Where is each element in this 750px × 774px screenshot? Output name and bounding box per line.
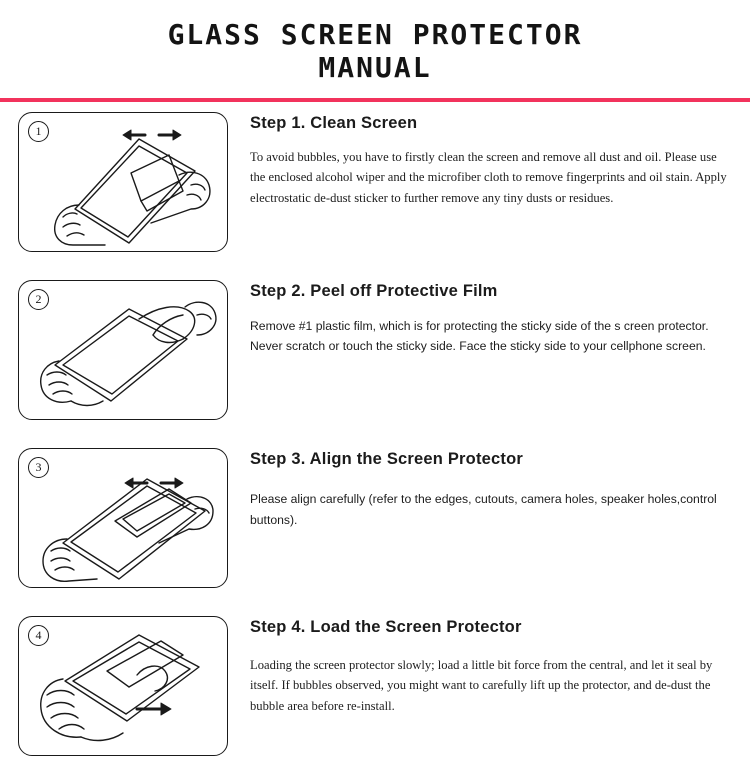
step-title: Step 3. Align the Screen Protector — [250, 450, 523, 469]
step-body: To avoid bubbles, you have to firstly clean the screen and remove all dust and oil. Please use the enclosed alcohol wiper and the microfiber cloth to remove fingerprints and oil stain. Apply electrostatic de-dust sticker to further remove any tiny dusts or residues. — [250, 150, 727, 205]
step-body: Loading the screen protector slowly; load a little bit force from the central, and let it seal by itself. If bubbles observed, you might want to carefully lift up the protector, and de-dust the bubble area before re-install. — [250, 658, 713, 713]
title-line-2: MANUAL — [318, 51, 432, 85]
step-item — [0, 102, 750, 270]
step-title: Step 1. Clean Screen — [250, 114, 418, 133]
step-body: Please align carefully (refer to the edges, cutouts, camera holes, speaker holes,control buttons). — [250, 492, 717, 527]
step-number-badge: 2 — [28, 289, 49, 310]
step-title: Step 4. Load the Screen Protector — [250, 618, 522, 637]
step-text — [228, 448, 732, 530]
step-item — [0, 270, 750, 438]
document-title — [0, 0, 750, 90]
illustration-clean-screen — [18, 112, 228, 252]
step-text — [228, 616, 732, 716]
step-title: Step 2. Peel off Protective Film — [250, 282, 498, 301]
illustration-align-protector — [18, 448, 228, 588]
step-number-badge: 3 — [28, 457, 49, 478]
illustration-load-protector — [18, 616, 228, 756]
step-item — [0, 606, 750, 774]
illustration-peel-film — [18, 280, 228, 420]
step-number-badge: 1 — [28, 121, 49, 142]
steps-list — [0, 102, 750, 774]
step-text — [228, 112, 732, 208]
step-item — [0, 438, 750, 606]
step-number-badge: 4 — [28, 625, 49, 646]
step-text — [228, 280, 732, 357]
title-line-1: GLASS SCREEN PROTECTOR — [167, 18, 583, 51]
step-body: Remove #1 plastic film, which is for protecting the sticky side of the s creen protector. Never scratch or touch the sticky side. Face the sticky side to your cellphone screen. — [250, 319, 709, 353]
